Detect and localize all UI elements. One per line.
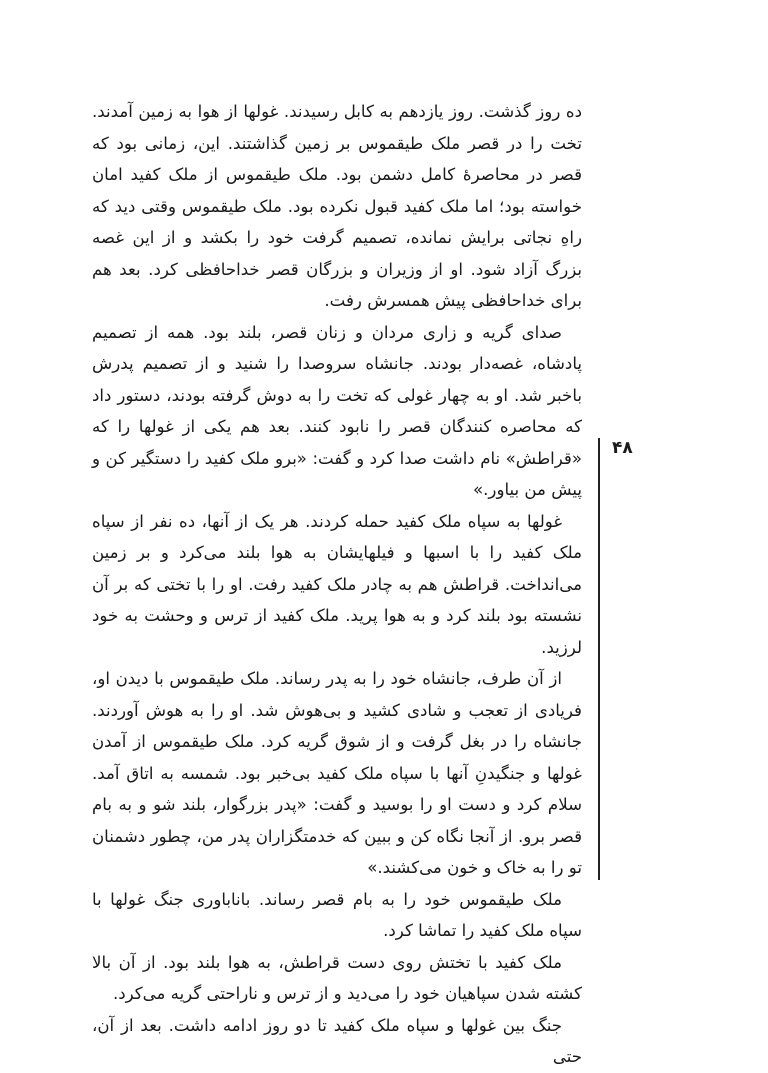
margin-rule [598,438,600,880]
paragraph: صدای گریه و زاری مردان و زنان قصر، بلند بود. همه از تصمیم پادشاه، غصه‌دار بودند. جانشاه سروصدا را شنید و از تصمیم پدرش باخبر شد. او به چهار غولی که تخت را به دوش گرفته بودند، دستور داد که محاصره کنندگان قصر را نابود کنند. بعد هم یکی از غولها را که «قراطش» نام داشت صدا کرد و گفت: «برو ملک کفید را دستگیر کن و پیش من بیاور.» [92,322,582,499]
paragraph: ده روز گذشت. روز یازدهم به کابل رسیدند. غولها از هوا به زمین آمدند. تخت را در قصر ملک طیقموس بر زمین گذاشتند. این، زمانی بود که قصر در محاصرهٔ کامل دشمن بود. ملک طیقموس از ملک کفید امان خواسته بود؛ اما ملک کفید قبول نکرده بود. ملک طیقموس وقتی دید که راهِ نجاتی برایش نمانده، تصمیم گرفت خود را بکشد و از این غصه بزرگ آزاد شود. او از وزیران و بزرگان قصر خداحافظی کرد. بعد هم برای خداحافظی پیش همسرش رفت. [92,102,582,310]
paragraph: ملک کفید با تختش روی دست قراطش، به هوا بلند بود. از آن بالا کشته شدن سپاهیان خود را می‌دید و از ترس و ناراحتی گریه می‌کرد. [92,952,582,1003]
paragraph: ملک طیقموس خود را به بام قصر رساند. باناباوری جنگ غولها با سپاه ملک کفید را تماشا کرد. [92,889,582,940]
paragraph: از آن طرف، جانشاه خود را به پدر رساند. ملک طیقموس با دیدن او، فریادی از تعجب و شادی کشید و بی‌هوش شد. او را به هوش آوردند. جانشاه را در بغل گرفت و از شوق گریه کرد. ملک طیقموس از آمدن غولها و جنگیدنِ آنها با سپاه ملک کفید بی‌خبر بود. شمسه به اتاق آمد. سلام کرد و دست او را بوسید و گفت: «پدر بزرگوار، بلند شو و به بام قصر برو. از آنجا نگاه کن و ببین که خدمتگزاران پدر من، چطور دشمنان تو را به خاک و خون می‌کشند.» [92,669,582,877]
body-text [92,96,582,1073]
paragraph: جنگ بین غولها و سپاه ملک کفید تا دو روز ادامه داشت. بعد از آن، حتی [92,1015,582,1066]
paragraph: غولها به سپاه ملک کفید حمله کردند. هر یک از آنها، ده نفر از سپاه ملک کفید را با اسبها و فیلهایشان به هوا بلند می‌کرد و بر زمین می‌انداخت. قراطش هم به چادر ملک کفید رفت. او را با تختی که بر آن نشسته بود بلند کرد و به هوا پرید. ملک کفید از ترس و وحشت به خود لرزید. [92,511,582,657]
page-number: ۴۸ [612,438,633,458]
